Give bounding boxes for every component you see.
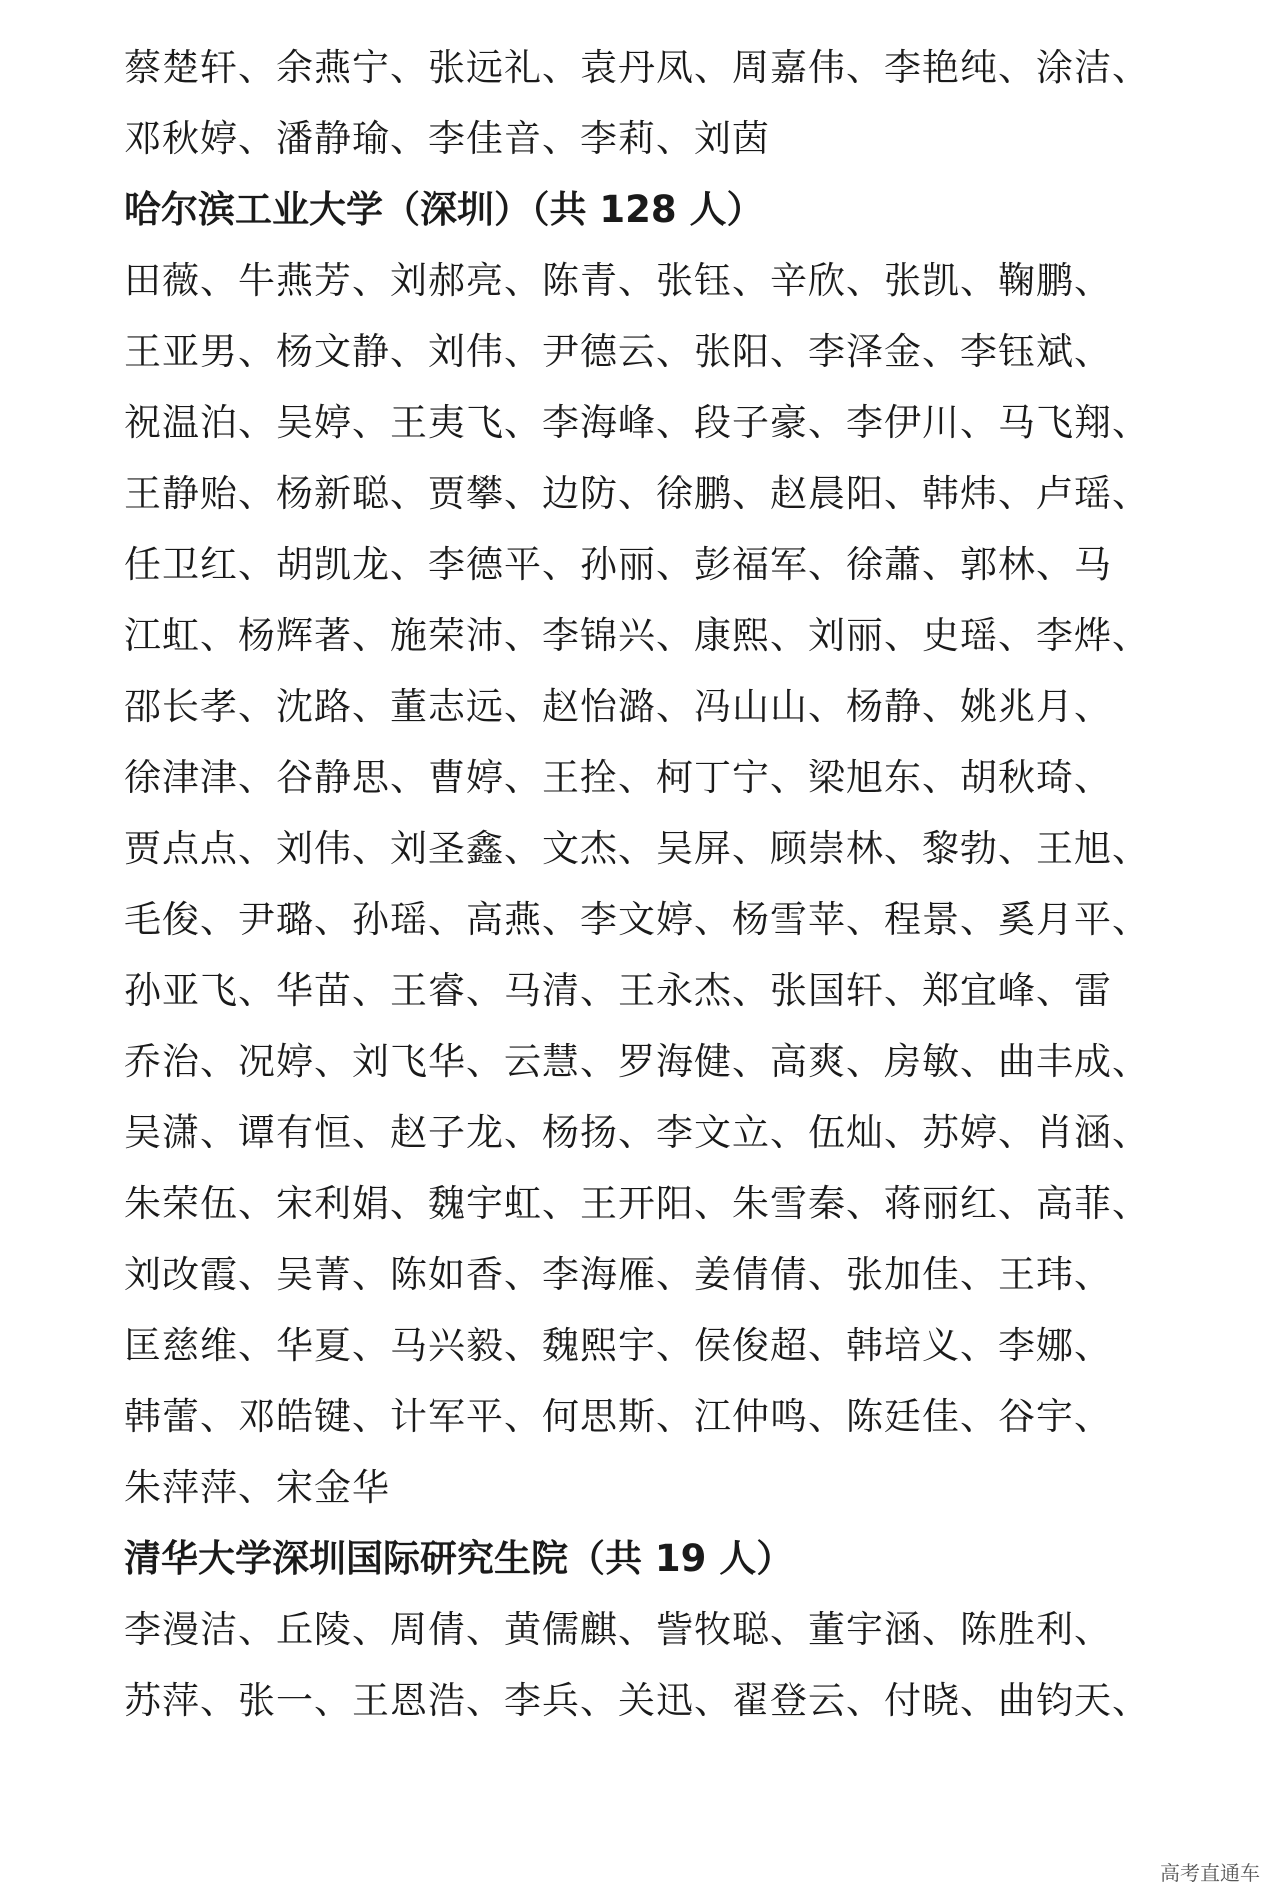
name-line: 匡慈维、华夏、马兴毅、魏熙宇、侯俊超、韩培义、李娜、 [124,1324,1112,1367]
name-line: 贾点点、刘伟、刘圣鑫、文杰、吴屏、顾崇林、黎勃、王旭、 [124,827,1150,870]
name-line: 李漫洁、丘陵、周倩、黄儒麒、訾牧聪、董宇涵、陈胜利、 [124,1608,1112,1651]
name-line: 乔治、况婷、刘飞华、云慧、罗海健、高爽、房敏、曲丰成、 [124,1040,1150,1083]
name-line: 蔡楚轩、余燕宁、张远礼、袁丹凤、周嘉伟、李艳纯、涂洁、 [124,46,1150,89]
name-line: 朱萍萍、宋金华 [124,1466,390,1509]
name-list-content [124,32,1184,1736]
watermark-text: 高考直通车 [1160,1861,1260,1885]
name-line: 毛俊、尹璐、孙瑶、高燕、李文婷、杨雪苹、程景、奚月平、 [124,898,1150,941]
name-line: 孙亚飞、华苗、王睿、马清、王永杰、张国轩、郑宜峰、雷 [124,969,1112,1012]
section-heading-tsinghua-sigs: 清华大学深圳国际研究生院（共 19 人） [124,1537,794,1580]
name-line: 王亚男、杨文静、刘伟、尹德云、张阳、李泽金、李钰斌、 [124,330,1112,373]
name-line: 任卫红、胡凯龙、李德平、孙丽、彭福军、徐蕭、郭林、马 [124,543,1112,586]
name-line: 苏萍、张一、王恩浩、李兵、关迅、翟登云、付晓、曲钧天、 [124,1679,1150,1722]
name-line: 田薇、牛燕芳、刘郝亮、陈青、张钰、辛欣、张凯、鞠鹏、 [124,259,1112,302]
name-line: 王静贻、杨新聪、贾攀、边防、徐鹏、赵晨阳、韩炜、卢瑶、 [124,472,1150,515]
name-line: 朱荣伍、宋利娟、魏宇虹、王开阳、朱雪秦、蒋丽红、高菲、 [124,1182,1150,1225]
name-line: 吴潇、谭有恒、赵子龙、杨扬、李文立、伍灿、苏婷、肖涵、 [124,1111,1150,1154]
name-line: 祝温泊、吴婷、王夷飞、李海峰、段子豪、李伊川、马飞翔、 [124,401,1150,444]
name-line: 江虹、杨辉著、施荣沛、李锦兴、康熙、刘丽、史瑶、李烨、 [124,614,1150,657]
name-line: 韩蕾、邓皓键、计军平、何思斯、江仲鸣、陈廷佳、谷宇、 [124,1395,1112,1438]
name-line: 刘改霞、吴菁、陈如香、李海雁、姜倩倩、张加佳、王玮、 [124,1253,1112,1296]
name-line: 徐津津、谷静思、曹婷、王拴、柯丁宁、梁旭东、胡秋琦、 [124,756,1112,799]
name-line: 邵长孝、沈路、董志远、赵怡潞、冯山山、杨静、姚兆月、 [124,685,1112,728]
name-line: 邓秋婷、潘静瑜、李佳音、李莉、刘茵 [124,117,770,160]
section-heading-hit-shenzhen: 哈尔滨工业大学（深圳）（共 128 人） [124,188,764,231]
